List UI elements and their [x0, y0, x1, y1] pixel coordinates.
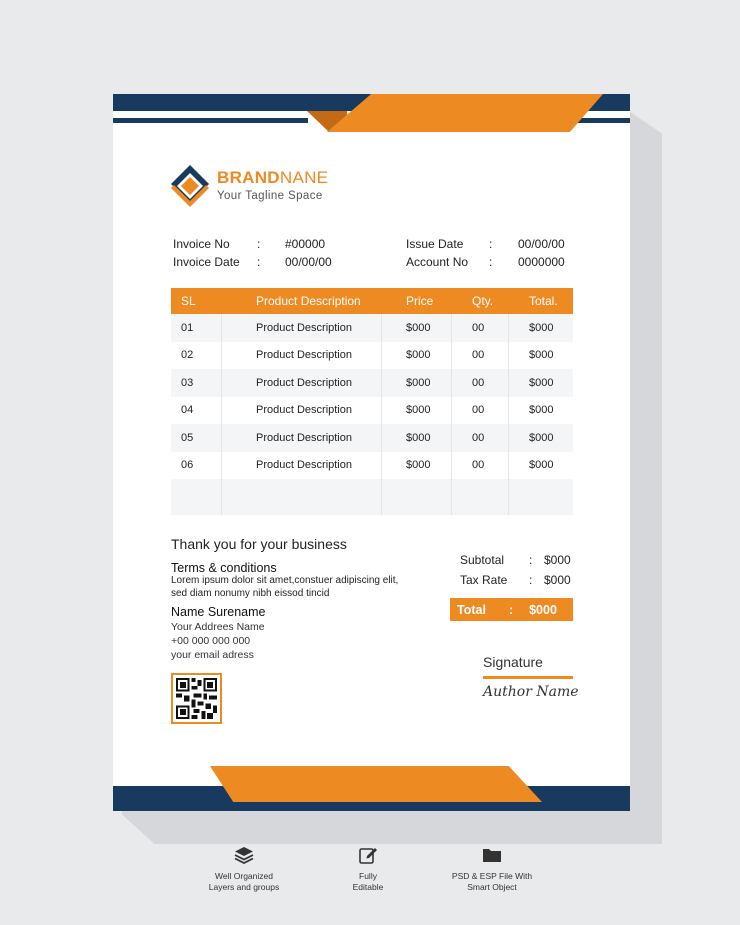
row-description: Product Description [222, 314, 382, 342]
feature-layers-line-2: Layers and groups [208, 882, 280, 892]
table-header [171, 288, 573, 314]
contact-details [171, 620, 265, 662]
account-no-label: Account No [406, 255, 469, 269]
terms-text [171, 575, 398, 600]
row-total: $000 [529, 376, 554, 389]
account-no-sep: : [489, 255, 493, 269]
row-sl: 03 [171, 369, 222, 397]
qr-code-icon [176, 678, 217, 719]
terms-line-1: Lorem ipsum dolor sit amet,constuer adipiscing elit, [171, 575, 399, 586]
row-qty: 00 [452, 452, 509, 480]
layers-icon [234, 845, 254, 865]
row-qty: 00 [452, 342, 509, 370]
invoice-sheet [113, 94, 630, 811]
row-sl: 02 [171, 342, 222, 370]
feature-files-line-1: PSD & ESP File With [451, 871, 533, 881]
header-total: Total. [529, 294, 558, 308]
terms-title: Terms & conditions [171, 561, 277, 575]
subtotal-value: $000 [544, 553, 571, 567]
feature-files [427, 845, 557, 893]
terms-line-2: sed diam nonumy nibh eissod tincid [171, 587, 330, 599]
invoice-date-value: 00/00/00 [285, 255, 332, 269]
table-row [171, 314, 573, 342]
feature-files-line-2: Smart Object [467, 882, 517, 892]
contact-name: Name Surename [171, 605, 266, 619]
tax-rate-label: Tax Rate [460, 573, 508, 587]
total-label: Total [457, 602, 486, 617]
folder-icon [482, 845, 502, 865]
signature-line [483, 676, 573, 679]
feature-editable [303, 845, 433, 893]
row-qty: 00 [452, 314, 509, 342]
feature-layers [179, 845, 309, 893]
total-sep: : [508, 602, 514, 617]
table-row [171, 397, 573, 425]
row-description: Product Description [222, 452, 382, 480]
issue-date-label: Issue Date [406, 237, 464, 251]
empty-cell [222, 479, 382, 515]
issue-date-value: 00/00/00 [518, 237, 565, 251]
row-description: Product Description [222, 397, 382, 425]
row-total: $000 [529, 431, 554, 444]
row-sl: 01 [171, 314, 222, 342]
qr-code [171, 673, 222, 724]
row-sl: 05 [171, 424, 222, 452]
table-row [171, 369, 573, 397]
header-description: Product Description [256, 294, 361, 308]
row-description: Product Description [222, 369, 382, 397]
row-qty: 00 [452, 397, 509, 425]
empty-cell [382, 479, 452, 515]
row-total: $000 [529, 404, 554, 417]
row-qty: 00 [452, 424, 509, 452]
tax-rate-value: $000 [544, 573, 571, 587]
row-total: $000 [529, 349, 554, 362]
row-description: Product Description [222, 424, 382, 452]
invoice-table [171, 288, 573, 515]
header-qty: Qty. [472, 294, 494, 308]
signature-script: Author Name [483, 684, 579, 700]
header-navy-line-right [573, 118, 630, 123]
issue-date-sep: : [489, 237, 493, 251]
row-price: $000 [382, 397, 452, 425]
contact-phone: +00 000 000 000 [171, 635, 251, 647]
invoice-date-sep: : [257, 255, 261, 269]
signature-title: Signature [483, 654, 543, 670]
empty-cell [452, 479, 509, 515]
row-description: Product Description [222, 342, 382, 370]
thank-you-text: Thank you for your business [171, 536, 347, 552]
empty-cell [509, 479, 573, 515]
brand-logo-icon [170, 164, 210, 208]
row-total: $000 [529, 459, 554, 472]
table-row [171, 452, 573, 480]
account-no-value: 0000000 [518, 255, 565, 269]
row-price: $000 [382, 314, 452, 342]
feature-editable-line-2: Editable [352, 882, 384, 892]
header-navy-line-left [113, 118, 308, 123]
subtotal-label: Subtotal [460, 553, 505, 567]
empty-cell [171, 479, 222, 515]
feature-editable-line-1: Fully [359, 871, 377, 881]
total-value: $000 [529, 602, 557, 617]
edit-icon [358, 845, 378, 865]
row-sl: 06 [171, 452, 222, 480]
row-price: $000 [382, 342, 452, 370]
brand-name-bold: BRAND [217, 168, 280, 187]
row-sl: 04 [171, 397, 222, 425]
header-orange-band [327, 94, 603, 132]
invoice-no-value: #00000 [285, 237, 326, 251]
row-total: $000 [529, 321, 554, 334]
brand-name-light: NANE [279, 168, 329, 187]
contact-address: Your Addrees Name [171, 621, 265, 633]
header-sl: SL [181, 294, 196, 308]
table-row [171, 424, 573, 452]
row-price: $000 [382, 424, 452, 452]
brand-name [217, 168, 328, 188]
subtotal-sep: : [529, 553, 533, 567]
header-price: Price [406, 294, 434, 308]
table-empty-row [171, 479, 573, 515]
total-box [450, 598, 573, 621]
tax-rate-sep: : [529, 573, 533, 587]
contact-email: your email adress [171, 649, 254, 661]
brand-tagline: Your Tagline Space [217, 190, 323, 202]
invoice-date-label: Invoice Date [173, 255, 240, 269]
invoice-no-label: Invoice No [173, 237, 230, 251]
table-row [171, 342, 573, 370]
row-qty: 00 [452, 369, 509, 397]
footer-orange-band [210, 766, 542, 802]
row-price: $000 [382, 369, 452, 397]
invoice-no-sep: : [257, 237, 261, 251]
row-price: $000 [382, 452, 452, 480]
feature-layers-line-1: Well Organized [215, 871, 273, 881]
